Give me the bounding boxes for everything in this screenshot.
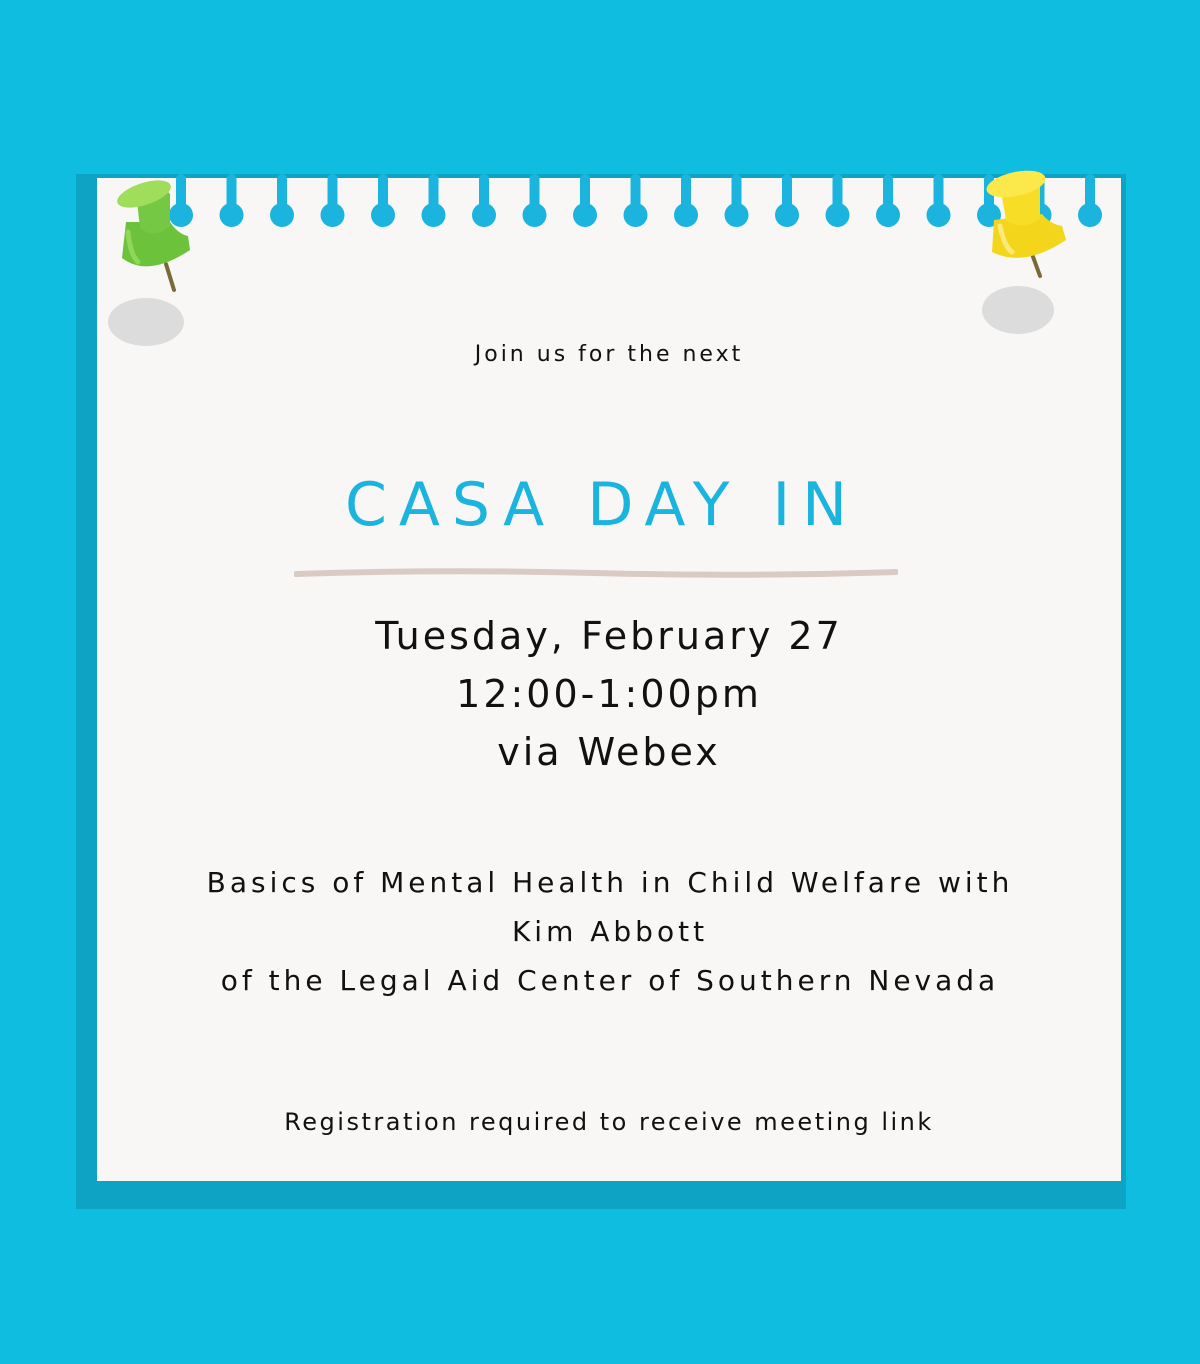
binding-ring — [674, 174, 698, 227]
binding-ring — [624, 174, 648, 227]
event-venue: via Webex — [497, 730, 721, 774]
event-date: Tuesday, February 27 — [375, 614, 843, 658]
binding-ring — [573, 174, 597, 227]
binding-ring — [422, 174, 446, 227]
binding-ring — [270, 174, 294, 227]
binding-ring — [523, 174, 547, 227]
binding-ring — [220, 174, 244, 227]
binding-ring — [321, 174, 345, 227]
binding-ring — [725, 174, 749, 227]
event-description — [120, 858, 1100, 1005]
binding-ring — [1078, 174, 1102, 227]
binding-ring — [876, 174, 900, 227]
title-underline — [294, 566, 898, 580]
spiral-binding — [76, 174, 1126, 234]
description-line-1: Basics of Mental Health in Child Welfare with — [206, 866, 1014, 899]
speaker-name: Kim Abbott — [511, 915, 709, 948]
intro-text: Join us for the next — [474, 342, 744, 367]
binding-ring — [371, 174, 395, 227]
green-pushpin-icon — [108, 178, 204, 350]
binding-ring — [472, 174, 496, 227]
event-time: 12:00-1:00pm — [456, 672, 762, 716]
page-title: CASA DAY IN — [344, 470, 860, 540]
binding-ring — [775, 174, 799, 227]
binding-ring — [826, 174, 850, 227]
yellow-pushpin-icon — [978, 166, 1074, 338]
speaker-organization: of the Legal Aid Center of Southern Nevada — [220, 964, 1000, 997]
registration-note: Registration required to receive meeting link — [284, 1108, 934, 1136]
binding-ring — [927, 174, 951, 227]
